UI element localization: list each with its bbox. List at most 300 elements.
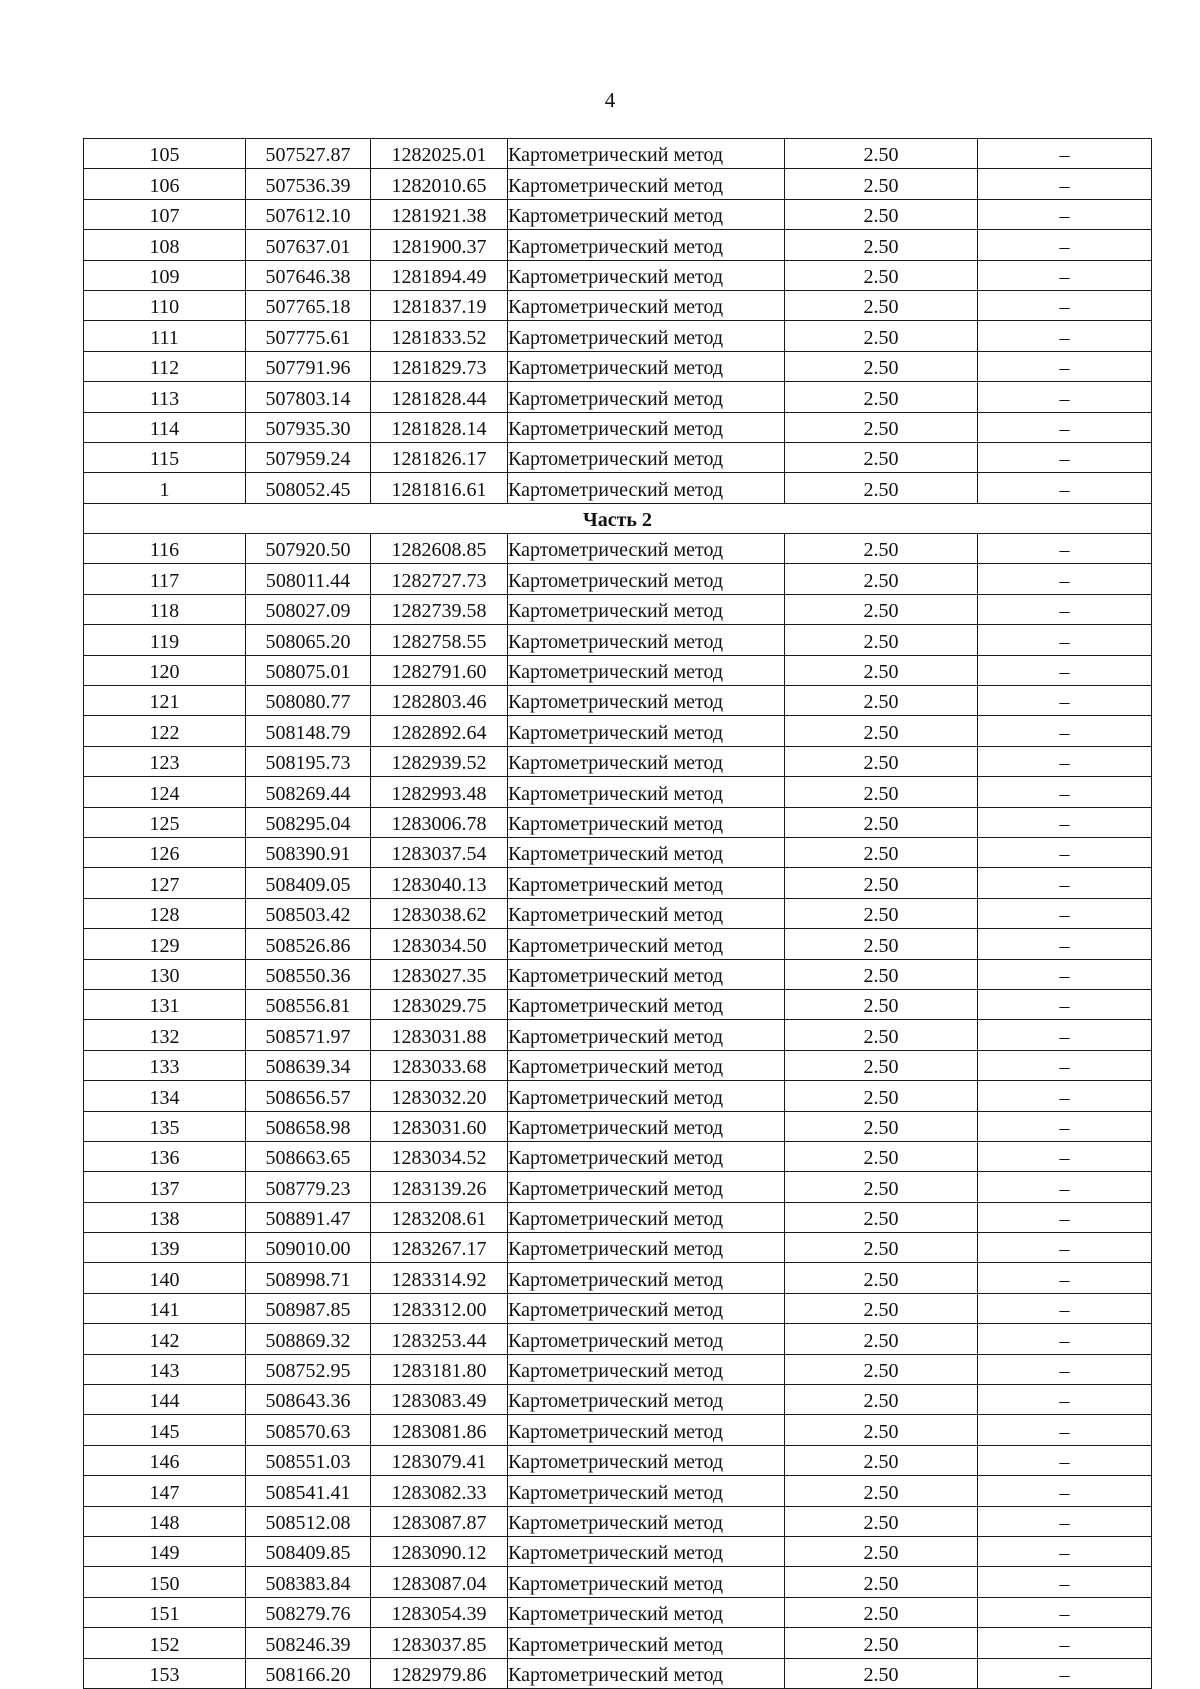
method-cell: Картометрический метод (508, 1567, 785, 1597)
note-cell: – (978, 1536, 1152, 1566)
coord-x: 507637.01 (246, 230, 371, 260)
coord-x: 507536.39 (246, 169, 371, 199)
note-cell: – (978, 686, 1152, 716)
coord-y: 1283267.17 (371, 1233, 508, 1263)
table-row (84, 230, 1152, 260)
point-number: 116 (84, 534, 246, 564)
method-cell: Картометрический метод (508, 1476, 785, 1506)
accuracy-cell: 2.50 (785, 1445, 978, 1475)
coord-y: 1281837.19 (371, 290, 508, 320)
note-cell: – (978, 1020, 1152, 1050)
method-cell: Картометрический метод (508, 686, 785, 716)
note-cell: – (978, 959, 1152, 989)
coord-y: 1283314.92 (371, 1263, 508, 1293)
coord-y: 1283029.75 (371, 989, 508, 1019)
table-row (84, 1628, 1152, 1658)
method-cell: Картометрический метод (508, 139, 785, 169)
accuracy-cell: 2.50 (785, 1293, 978, 1323)
coord-x: 507527.87 (246, 139, 371, 169)
coord-x: 508269.44 (246, 777, 371, 807)
method-cell: Картометрический метод (508, 1020, 785, 1050)
accuracy-cell: 2.50 (785, 989, 978, 1019)
note-cell: – (978, 169, 1152, 199)
coord-y: 1281894.49 (371, 260, 508, 290)
point-number: 123 (84, 746, 246, 776)
coord-x: 508779.23 (246, 1172, 371, 1202)
method-cell: Картометрический метод (508, 625, 785, 655)
method-cell: Картометрический метод (508, 1141, 785, 1171)
accuracy-cell: 2.50 (785, 959, 978, 989)
point-number: 134 (84, 1081, 246, 1111)
table-row (84, 1385, 1152, 1415)
coord-y: 1283181.80 (371, 1354, 508, 1384)
coord-y: 1283032.20 (371, 1081, 508, 1111)
note-cell: – (978, 1233, 1152, 1263)
table-row (84, 290, 1152, 320)
accuracy-cell: 2.50 (785, 382, 978, 412)
note-cell: – (978, 716, 1152, 746)
accuracy-cell: 2.50 (785, 260, 978, 290)
accuracy-cell: 2.50 (785, 564, 978, 594)
accuracy-cell: 2.50 (785, 1263, 978, 1293)
point-number: 141 (84, 1293, 246, 1323)
coord-x: 508643.36 (246, 1385, 371, 1415)
method-cell: Картометрический метод (508, 959, 785, 989)
coord-y: 1283031.60 (371, 1111, 508, 1141)
note-cell: – (978, 564, 1152, 594)
coord-x: 507959.24 (246, 442, 371, 472)
point-number: 107 (84, 199, 246, 229)
point-number: 108 (84, 230, 246, 260)
table-row (84, 898, 1152, 928)
accuracy-cell: 2.50 (785, 1597, 978, 1627)
table-row (84, 1354, 1152, 1384)
method-cell: Картометрический метод (508, 534, 785, 564)
method-cell: Картометрический метод (508, 290, 785, 320)
coord-y: 1282993.48 (371, 777, 508, 807)
point-number: 128 (84, 898, 246, 928)
coord-x: 508891.47 (246, 1202, 371, 1232)
coord-y: 1281833.52 (371, 321, 508, 351)
coord-y: 1283090.12 (371, 1536, 508, 1566)
table-row (84, 351, 1152, 381)
note-cell: – (978, 230, 1152, 260)
method-cell: Картометрический метод (508, 1445, 785, 1475)
method-cell: Картометрический метод (508, 564, 785, 594)
note-cell: – (978, 1202, 1152, 1232)
accuracy-cell: 2.50 (785, 625, 978, 655)
method-cell: Картометрический метод (508, 989, 785, 1019)
method-cell: Картометрический метод (508, 169, 785, 199)
table-row (84, 1111, 1152, 1141)
coord-y: 1283034.50 (371, 929, 508, 959)
accuracy-cell: 2.50 (785, 868, 978, 898)
table-row (84, 807, 1152, 837)
table-row (84, 625, 1152, 655)
note-cell: – (978, 1354, 1152, 1384)
point-number: 124 (84, 777, 246, 807)
note-cell: – (978, 1628, 1152, 1658)
coord-x: 507612.10 (246, 199, 371, 229)
coord-x: 508011.44 (246, 564, 371, 594)
note-cell: – (978, 290, 1152, 320)
point-number: 150 (84, 1567, 246, 1597)
coord-x: 508383.84 (246, 1567, 371, 1597)
coord-x: 508065.20 (246, 625, 371, 655)
coord-y: 1283208.61 (371, 1202, 508, 1232)
accuracy-cell: 2.50 (785, 777, 978, 807)
accuracy-cell: 2.50 (785, 412, 978, 442)
coord-x: 508663.65 (246, 1141, 371, 1171)
point-number: 109 (84, 260, 246, 290)
coord-x: 508148.79 (246, 716, 371, 746)
accuracy-cell: 2.50 (785, 716, 978, 746)
coord-x: 508295.04 (246, 807, 371, 837)
accuracy-cell: 2.50 (785, 1111, 978, 1141)
coord-x: 508052.45 (246, 473, 371, 503)
method-cell: Картометрический метод (508, 1172, 785, 1202)
accuracy-cell: 2.50 (785, 1233, 978, 1263)
table-row (84, 564, 1152, 594)
point-number: 153 (84, 1658, 246, 1688)
note-cell: – (978, 199, 1152, 229)
note-cell: – (978, 1506, 1152, 1536)
accuracy-cell: 2.50 (785, 230, 978, 260)
table-row (84, 1141, 1152, 1171)
table-row (84, 1324, 1152, 1354)
coord-x: 507765.18 (246, 290, 371, 320)
note-cell: – (978, 1050, 1152, 1080)
accuracy-cell: 2.50 (785, 1050, 978, 1080)
table-row (84, 1263, 1152, 1293)
method-cell: Картометрический метод (508, 1385, 785, 1415)
method-cell: Картометрический метод (508, 1506, 785, 1536)
table-row (84, 929, 1152, 959)
note-cell: – (978, 260, 1152, 290)
note-cell: – (978, 1476, 1152, 1506)
note-cell: – (978, 534, 1152, 564)
table-row (84, 1172, 1152, 1202)
accuracy-cell: 2.50 (785, 1385, 978, 1415)
method-cell: Картометрический метод (508, 1233, 785, 1263)
coord-y: 1282025.01 (371, 139, 508, 169)
table-row (84, 382, 1152, 412)
point-number: 121 (84, 686, 246, 716)
point-number: 147 (84, 1476, 246, 1506)
point-number: 137 (84, 1172, 246, 1202)
coord-x: 508752.95 (246, 1354, 371, 1384)
coord-y: 1283082.33 (371, 1476, 508, 1506)
table-row (84, 1202, 1152, 1232)
accuracy-cell: 2.50 (785, 746, 978, 776)
method-cell: Картометрический метод (508, 1658, 785, 1688)
accuracy-cell: 2.50 (785, 1567, 978, 1597)
method-cell: Картометрический метод (508, 594, 785, 624)
point-number: 115 (84, 442, 246, 472)
point-number: 111 (84, 321, 246, 351)
method-cell: Картометрический метод (508, 230, 785, 260)
accuracy-cell: 2.50 (785, 139, 978, 169)
point-number: 118 (84, 594, 246, 624)
accuracy-cell: 2.50 (785, 837, 978, 867)
table-row (84, 837, 1152, 867)
point-number: 133 (84, 1050, 246, 1080)
accuracy-cell: 2.50 (785, 1415, 978, 1445)
point-number: 139 (84, 1233, 246, 1263)
method-cell: Картометрический метод (508, 716, 785, 746)
table-row (84, 1476, 1152, 1506)
coord-y: 1282791.60 (371, 655, 508, 685)
coord-y: 1282608.85 (371, 534, 508, 564)
coord-y: 1282892.64 (371, 716, 508, 746)
coord-y: 1281900.37 (371, 230, 508, 260)
note-cell: – (978, 655, 1152, 685)
note-cell: – (978, 1415, 1152, 1445)
note-cell: – (978, 1293, 1152, 1323)
accuracy-cell: 2.50 (785, 321, 978, 351)
note-cell: – (978, 594, 1152, 624)
table-row (84, 1597, 1152, 1627)
method-cell: Картометрический метод (508, 1415, 785, 1445)
coord-x: 508987.85 (246, 1293, 371, 1323)
method-cell: Картометрический метод (508, 777, 785, 807)
note-cell: – (978, 898, 1152, 928)
accuracy-cell: 2.50 (785, 1081, 978, 1111)
table-row (84, 1050, 1152, 1080)
method-cell: Картометрический метод (508, 1628, 785, 1658)
table-row (84, 1445, 1152, 1475)
note-cell: – (978, 442, 1152, 472)
coord-y: 1281829.73 (371, 351, 508, 381)
table-row (84, 1567, 1152, 1597)
point-number: 105 (84, 139, 246, 169)
coord-x: 508503.42 (246, 898, 371, 928)
coord-x: 508869.32 (246, 1324, 371, 1354)
table-row (84, 534, 1152, 564)
coord-x: 508409.05 (246, 868, 371, 898)
accuracy-cell: 2.50 (785, 1202, 978, 1232)
coord-y: 1283037.54 (371, 837, 508, 867)
point-number: 110 (84, 290, 246, 320)
note-cell: – (978, 412, 1152, 442)
note-cell: – (978, 1445, 1152, 1475)
table-row (84, 1415, 1152, 1445)
section-title: Часть 2 (84, 503, 1152, 533)
coord-x: 507646.38 (246, 260, 371, 290)
coord-x: 507803.14 (246, 382, 371, 412)
method-cell: Картометрический метод (508, 1111, 785, 1141)
method-cell: Картометрический метод (508, 929, 785, 959)
method-cell: Картометрический метод (508, 868, 785, 898)
accuracy-cell: 2.50 (785, 594, 978, 624)
accuracy-cell: 2.50 (785, 1658, 978, 1688)
accuracy-cell: 2.50 (785, 655, 978, 685)
method-cell: Картометрический метод (508, 442, 785, 472)
coord-y: 1283087.04 (371, 1567, 508, 1597)
coord-x: 508246.39 (246, 1628, 371, 1658)
table-row (84, 139, 1152, 169)
method-cell: Картометрический метод (508, 1050, 785, 1080)
coord-y: 1282939.52 (371, 746, 508, 776)
point-number: 136 (84, 1141, 246, 1171)
note-cell: – (978, 382, 1152, 412)
coord-x: 508541.41 (246, 1476, 371, 1506)
part2-rows (84, 534, 1152, 1689)
coord-y: 1283253.44 (371, 1324, 508, 1354)
table-row (84, 1658, 1152, 1688)
coord-y: 1281921.38 (371, 199, 508, 229)
coord-x: 508570.63 (246, 1415, 371, 1445)
coord-y: 1281826.17 (371, 442, 508, 472)
method-cell: Картометрический метод (508, 655, 785, 685)
coord-x: 508279.76 (246, 1597, 371, 1627)
table-row (84, 1293, 1152, 1323)
method-cell: Картометрический метод (508, 746, 785, 776)
method-cell: Картометрический метод (508, 1293, 785, 1323)
accuracy-cell: 2.50 (785, 169, 978, 199)
coord-y: 1283031.88 (371, 1020, 508, 1050)
point-number: 132 (84, 1020, 246, 1050)
point-number: 112 (84, 351, 246, 381)
table-row (84, 442, 1152, 472)
page-number: 4 (604, 88, 616, 112)
coord-x: 508409.85 (246, 1536, 371, 1566)
coord-y: 1283083.49 (371, 1385, 508, 1415)
note-cell: – (978, 989, 1152, 1019)
coord-y: 1283033.68 (371, 1050, 508, 1080)
section-header (84, 503, 1152, 533)
method-cell: Картометрический метод (508, 473, 785, 503)
method-cell: Картометрический метод (508, 1081, 785, 1111)
accuracy-cell: 2.50 (785, 1354, 978, 1384)
point-number: 117 (84, 564, 246, 594)
note-cell: – (978, 625, 1152, 655)
point-number: 113 (84, 382, 246, 412)
coord-y: 1282803.46 (371, 686, 508, 716)
method-cell: Картометрический метод (508, 199, 785, 229)
point-number: 135 (84, 1111, 246, 1141)
accuracy-cell: 2.50 (785, 351, 978, 381)
table-row (84, 1081, 1152, 1111)
method-cell: Картометрический метод (508, 351, 785, 381)
coord-x: 508390.91 (246, 837, 371, 867)
table-row (84, 868, 1152, 898)
point-number: 138 (84, 1202, 246, 1232)
accuracy-cell: 2.50 (785, 1476, 978, 1506)
coord-y: 1282979.86 (371, 1658, 508, 1688)
coord-x: 508195.73 (246, 746, 371, 776)
method-cell: Картометрический метод (508, 837, 785, 867)
point-number: 131 (84, 989, 246, 1019)
point-number: 140 (84, 1263, 246, 1293)
table-row (84, 199, 1152, 229)
coord-x: 509010.00 (246, 1233, 371, 1263)
coord-y: 1283081.86 (371, 1415, 508, 1445)
point-number: 143 (84, 1354, 246, 1384)
point-number: 144 (84, 1385, 246, 1415)
coord-y: 1281816.61 (371, 473, 508, 503)
note-cell: – (978, 139, 1152, 169)
method-cell: Картометрический метод (508, 1202, 785, 1232)
coord-y: 1281828.14 (371, 412, 508, 442)
part1-rows (84, 139, 1152, 504)
method-cell: Картометрический метод (508, 1324, 785, 1354)
point-number: 114 (84, 412, 246, 442)
method-cell: Картометрический метод (508, 1536, 785, 1566)
point-number: 119 (84, 625, 246, 655)
accuracy-cell: 2.50 (785, 1628, 978, 1658)
table-row (84, 746, 1152, 776)
note-cell: – (978, 1263, 1152, 1293)
coord-y: 1283087.87 (371, 1506, 508, 1536)
method-cell: Картометрический метод (508, 1354, 785, 1384)
coord-y: 1281828.44 (371, 382, 508, 412)
point-number: 142 (84, 1324, 246, 1354)
table-row (84, 412, 1152, 442)
coord-x: 508998.71 (246, 1263, 371, 1293)
coord-x: 508656.57 (246, 1081, 371, 1111)
coord-y: 1282727.73 (371, 564, 508, 594)
coord-x: 507775.61 (246, 321, 371, 351)
accuracy-cell: 2.50 (785, 1172, 978, 1202)
note-cell: – (978, 351, 1152, 381)
coord-x: 508080.77 (246, 686, 371, 716)
point-number: 120 (84, 655, 246, 685)
table-row (84, 655, 1152, 685)
method-cell: Картометрический метод (508, 898, 785, 928)
coord-y: 1282758.55 (371, 625, 508, 655)
coord-x: 508027.09 (246, 594, 371, 624)
coord-y: 1283054.39 (371, 1597, 508, 1627)
coord-x: 507935.30 (246, 412, 371, 442)
note-cell: – (978, 1324, 1152, 1354)
coord-x: 508166.20 (246, 1658, 371, 1688)
point-number: 122 (84, 716, 246, 746)
accuracy-cell: 2.50 (785, 807, 978, 837)
method-cell: Картометрический метод (508, 382, 785, 412)
method-cell: Картометрический метод (508, 412, 785, 442)
coord-y: 1282739.58 (371, 594, 508, 624)
table-row (84, 686, 1152, 716)
point-number: 151 (84, 1597, 246, 1627)
accuracy-cell: 2.50 (785, 686, 978, 716)
accuracy-cell: 2.50 (785, 1020, 978, 1050)
point-number: 149 (84, 1536, 246, 1566)
table-row (84, 1506, 1152, 1536)
method-cell: Картометрический метод (508, 1263, 785, 1293)
note-cell: – (978, 1567, 1152, 1597)
point-number: 126 (84, 837, 246, 867)
coord-x: 508526.86 (246, 929, 371, 959)
coord-x: 508075.01 (246, 655, 371, 685)
note-cell: – (978, 1141, 1152, 1171)
coord-y: 1283037.85 (371, 1628, 508, 1658)
point-number: 148 (84, 1506, 246, 1536)
accuracy-cell: 2.50 (785, 1324, 978, 1354)
accuracy-cell: 2.50 (785, 898, 978, 928)
note-cell: – (978, 1081, 1152, 1111)
method-cell: Картометрический метод (508, 807, 785, 837)
table-row (84, 989, 1152, 1019)
note-cell: – (978, 1385, 1152, 1415)
table-row (84, 1020, 1152, 1050)
table-row (84, 959, 1152, 989)
coord-y: 1283034.52 (371, 1141, 508, 1171)
section-row (84, 503, 1152, 533)
coord-y: 1282010.65 (371, 169, 508, 199)
note-cell: – (978, 929, 1152, 959)
coord-y: 1283027.35 (371, 959, 508, 989)
